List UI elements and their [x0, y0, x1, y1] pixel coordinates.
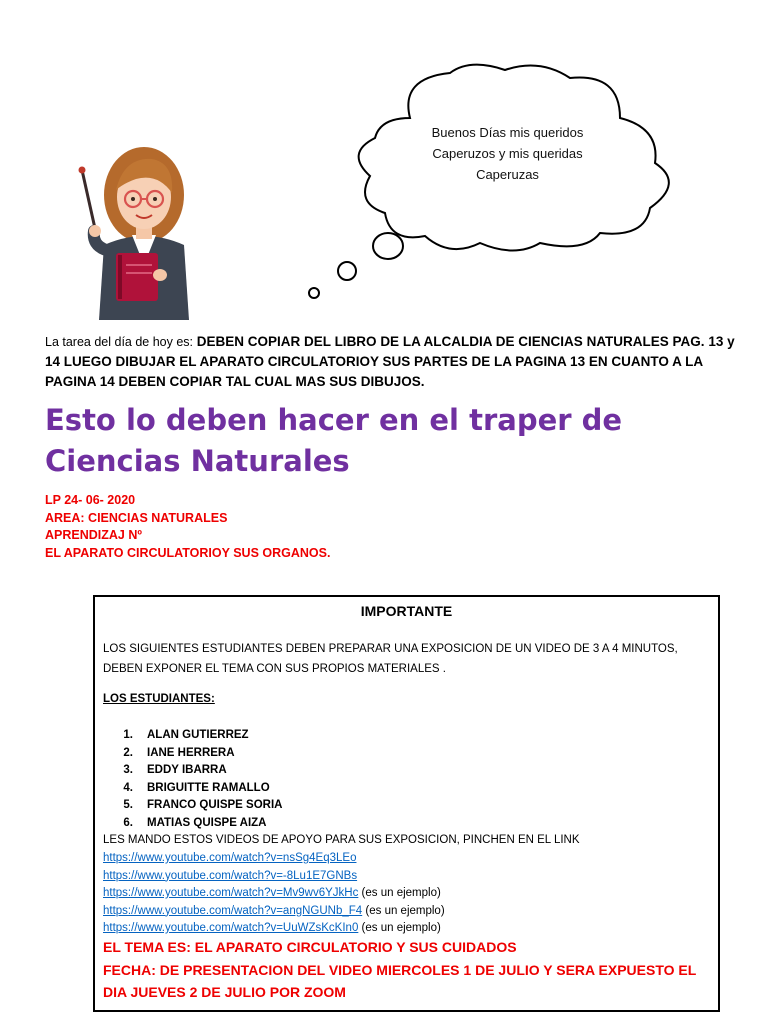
list-number: 3. — [123, 764, 133, 776]
important-box — [93, 595, 720, 1012]
video-link[interactable]: https://www.youtube.com/watch?v=nsSg4Eq3LEo — [103, 852, 357, 864]
list-number: 4. — [123, 781, 133, 794]
list-number: 5. — [123, 799, 133, 811]
list-item — [103, 780, 503, 798]
greeting-line: Buenos Días mis queridos — [431, 125, 584, 140]
student-name: BRIGUITTE RAMALLO — [147, 781, 270, 794]
list-item — [103, 727, 503, 745]
lesson-aprendizaje: APRENDIZAJ Nº — [45, 528, 142, 542]
videos-intro: LES MANDO ESTOS VIDEOS DE APOYO PARA SUS EXPOSICION, PINCHEN EN EL LINK — [103, 834, 580, 846]
task-body: DEBEN COPIAR DEL LIBRO DE LA ALCALDIA DE CIENCIAS NATURALES PAG. 13 y 14 LUEGO DIBUJAR EL APARATO CIRCULATORIOY SUS PARTES DE LA PAGINA 13 EN CUANTO A LA PAGINA 14 DEBEN COPIAR TAL CUAL MAS SUS DIBUJOS. — [45, 334, 735, 389]
greeting-line: Caperuzas — [476, 167, 539, 182]
task-paragraph — [45, 332, 735, 392]
list-item — [103, 797, 503, 815]
video-link-row — [103, 850, 715, 868]
video-link-row — [103, 920, 715, 938]
students-list — [103, 727, 503, 832]
students-heading: LOS ESTUDIANTES: — [103, 693, 215, 705]
box-title: IMPORTANTE — [360, 603, 453, 619]
link-note: (es un ejemplo) — [358, 922, 441, 934]
video-links — [103, 850, 715, 938]
student-name: EDDY IBARRA — [147, 764, 227, 776]
lesson-info — [45, 492, 645, 562]
list-number: 6. — [123, 816, 133, 829]
list-item — [103, 815, 503, 833]
video-link-row — [103, 885, 715, 903]
student-name: MATIAS QUISPE AIZA — [147, 816, 267, 829]
task-lead: La tarea del día de hoy es: — [45, 335, 194, 349]
theme-line: EL TEMA ES: EL APARATO CIRCULATORIO Y SUS CUIDADOS — [103, 939, 517, 955]
teacher-illustration — [44, 135, 219, 320]
video-link[interactable]: https://www.youtube.com/watch?v=UuWZsKcKIn0 — [103, 922, 359, 934]
exposition-instructions: LOS SIGUIENTES ESTUDIANTES DEBEN PREPARAR UNA EXPOSICION DE UN VIDEO DE 3 A 4 MINUTOS, DEBEN EXPONER EL TEMA CON SUS PROPIOS MATERIALES . — [103, 643, 678, 675]
greeting-line: Caperuzos y mis queridas — [432, 146, 583, 161]
lesson-topic: EL APARATO CIRCULATORIOY SUS ORGANOS. — [45, 545, 331, 560]
video-link[interactable]: https://www.youtube.com/watch?v=-8Lu1E7GNBs — [103, 869, 358, 882]
title-line: Ciencias Naturales — [45, 444, 350, 478]
lesson-date: LP 24- 06- 2020 — [45, 493, 136, 507]
video-link[interactable]: https://www.youtube.com/watch?v=angNGUNb_F4 — [103, 904, 363, 917]
video-link-row — [103, 903, 715, 921]
lesson-area: AREA: CIENCIAS NATURALES — [45, 510, 228, 525]
list-item — [103, 762, 503, 780]
title-line: Esto lo deben hacer en el traper de — [45, 403, 623, 437]
presentation-details — [103, 936, 715, 1004]
page-title — [45, 400, 745, 482]
list-item — [103, 745, 503, 763]
video-link-row — [103, 868, 715, 886]
list-number: 1. — [123, 729, 133, 741]
student-name: ALAN GUTIERREZ — [147, 729, 249, 741]
link-note: (es un ejemplo) — [362, 904, 445, 917]
video-link[interactable]: https://www.youtube.com/watch?v=Mv9wv6YJkHc — [103, 887, 359, 899]
student-name: IANE HERRERA — [147, 746, 235, 759]
link-note: (es un ejemplo) — [358, 887, 441, 899]
greeting-text — [420, 122, 595, 185]
date-line: FECHA: DE PRESENTACION DEL VIDEO MIERCOLES 1 DE JULIO Y SERA EXPUESTO EL DIA JUEVES 2 DE JULIO POR ZOOM — [103, 961, 697, 1000]
student-name: FRANCO QUISPE SORIA — [147, 799, 283, 811]
list-number: 2. — [123, 746, 133, 759]
